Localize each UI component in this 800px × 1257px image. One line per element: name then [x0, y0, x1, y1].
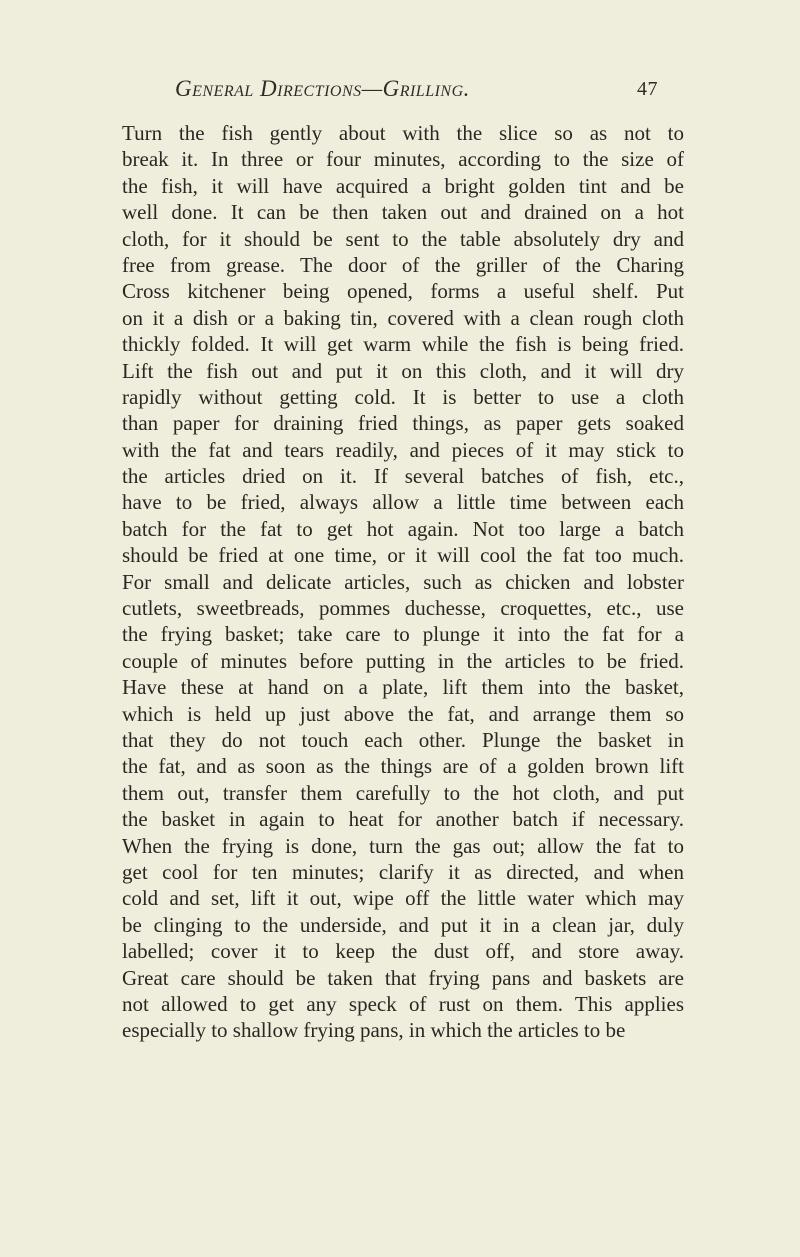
text-line: free from grease. The door of the griller of the Charing — [122, 252, 684, 277]
text-line: the fat, and as soon as the things are of a golden brown lift — [122, 754, 684, 779]
running-head-title: General Directions—Grilling. — [175, 76, 470, 101]
text-line: well done. It can be then taken out and drained on a hot — [122, 200, 684, 225]
text-line: rapidly without getting cold. It is better to use a cloth — [122, 384, 684, 409]
text-line: For small and delicate articles, such as chicken and lobster — [122, 569, 684, 594]
text-line: break it. In three or four minutes, according to the size of — [122, 147, 684, 172]
text-line: get cool for ten minutes; clarify it as directed, and when — [122, 859, 684, 884]
running-head — [175, 76, 675, 110]
text-line: cutlets, sweetbreads, pommes duchesse, croquettes, etc., use — [122, 596, 684, 621]
text-line: Lift the fish out and put it on this cloth, and it will dry — [122, 358, 684, 383]
text-line: couple of minutes before putting in the articles to be fried. — [122, 648, 684, 673]
text-line: thickly folded. It will get warm while the fish is being fried. — [122, 332, 684, 357]
text-line: not allowed to get any speck of rust on them. This applies — [122, 991, 684, 1016]
text-line: with the fat and tears readily, and pieces of it may stick to — [122, 437, 684, 462]
text-line: Have these at hand on a plate, lift them into the basket, — [122, 675, 684, 700]
text-line: the fish, it will have acquired a bright golden tint and be — [122, 173, 684, 198]
text-line: the articles dried on it. If several batches of fish, etc., — [122, 464, 684, 489]
text-line: Great care should be taken that frying pans and baskets are — [122, 965, 684, 990]
text-line: be clinging to the underside, and put it in a clean jar, duly — [122, 912, 684, 937]
body-paragraph — [122, 120, 684, 1044]
text-line: which is held up just above the fat, and arrange them so — [122, 701, 684, 726]
text-line: Cross kitchener being opened, forms a useful shelf. Put — [122, 279, 684, 304]
text-line: that they do not touch each other. Plunge the basket in — [122, 727, 684, 752]
text-line: When the frying is done, turn the gas out; allow the fat to — [122, 833, 684, 858]
text-line: cloth, for it should be sent to the table absolutely dry and — [122, 226, 684, 251]
text-line: especially to shallow frying pans, in which the articles to be — [122, 1018, 626, 1043]
page-number: 47 — [637, 78, 658, 100]
text-line: than paper for draining fried things, as paper gets soaked — [122, 411, 684, 436]
text-line: cold and set, lift it out, wipe off the little water which may — [122, 886, 684, 911]
text-line: the basket in again to heat for another batch if necessary. — [122, 807, 684, 832]
text-line: have to be fried, always allow a little time between each — [122, 490, 684, 515]
text-line: on it a dish or a baking tin, covered with a clean rough cloth — [122, 305, 684, 330]
text-line: them out, transfer them carefully to the hot cloth, and put — [122, 780, 684, 805]
text-line: labelled; cover it to keep the dust off, and store away. — [122, 939, 684, 964]
text-line: Turn the fish gently about with the slice so as not to — [122, 121, 684, 145]
text-line: should be fried at one time, or it will cool the fat too much. — [122, 543, 684, 568]
text-line: batch for the fat to get hot again. Not too large a batch — [122, 516, 684, 541]
text-line: the frying basket; take care to plunge it into the fat for a — [122, 622, 684, 647]
